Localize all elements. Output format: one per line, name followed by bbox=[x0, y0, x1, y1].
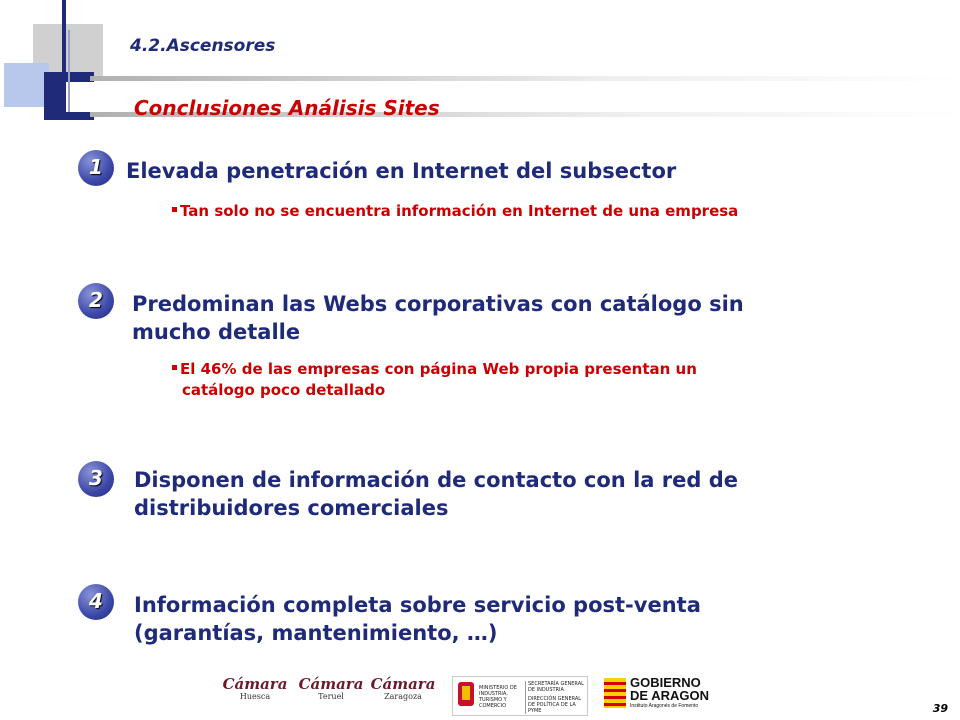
aragon-flag-icon bbox=[604, 678, 626, 708]
point-3-text: Disponen de información de contacto con la red de distribuidores comerciales bbox=[134, 468, 738, 520]
page-number: 39 bbox=[932, 702, 948, 715]
number-bullet-4: 4 bbox=[78, 584, 114, 620]
square-bullet-icon bbox=[172, 207, 177, 212]
section-label: 4.2.Ascensores bbox=[130, 36, 276, 56]
point-2-detail: El 46% de las empresas con página Web propia presentan un catálogo poco detallado bbox=[172, 359, 697, 401]
number-bullet-3: 3 bbox=[78, 461, 114, 497]
point-2-text: Predominan las Webs corporativas con catálogo sin mucho detalle bbox=[132, 292, 744, 344]
camara-teruel-logo: Cámara Teruel bbox=[298, 675, 364, 701]
coat-of-arms-icon bbox=[455, 680, 477, 710]
decor-top-rule bbox=[90, 76, 960, 81]
decor-vertical-line bbox=[62, 0, 66, 120]
point-1-text: Elevada penetración en Internet del subsector bbox=[126, 159, 677, 183]
point-1-detail: Tan solo no se encuentra información en Internet de una empresa bbox=[172, 201, 738, 222]
point-4-text: Información completa sobre servicio post-venta (garantías, mantenimiento, …) bbox=[134, 593, 701, 645]
slide-title: Conclusiones Análisis Sites bbox=[134, 96, 440, 120]
camara-zaragoza-logo: Cámara Zaragoza bbox=[370, 675, 436, 701]
camara-huesca-logo: Cámara Huesca bbox=[222, 675, 288, 701]
decor-light-blue-square bbox=[4, 63, 49, 107]
decor-white-square bbox=[66, 82, 116, 112]
square-bullet-icon bbox=[172, 365, 177, 370]
number-bullet-1: 1 bbox=[78, 150, 114, 186]
number-bullet-2: 2 bbox=[78, 283, 114, 319]
ministerio-logo: MINISTERIO DE INDUSTRIA, TURISMO Y COMERCIO SECRETARÍA GENERAL DE INDUSTRIA DIRECCIÓN GENERAL DE POLÍTICA DE LA PYME bbox=[452, 676, 588, 716]
gobierno-aragon-logo: GOBIERNO DE ARAGON Instituto Aragonés de Fomento bbox=[604, 676, 714, 714]
decor-vertical-line-thin bbox=[68, 30, 70, 112]
